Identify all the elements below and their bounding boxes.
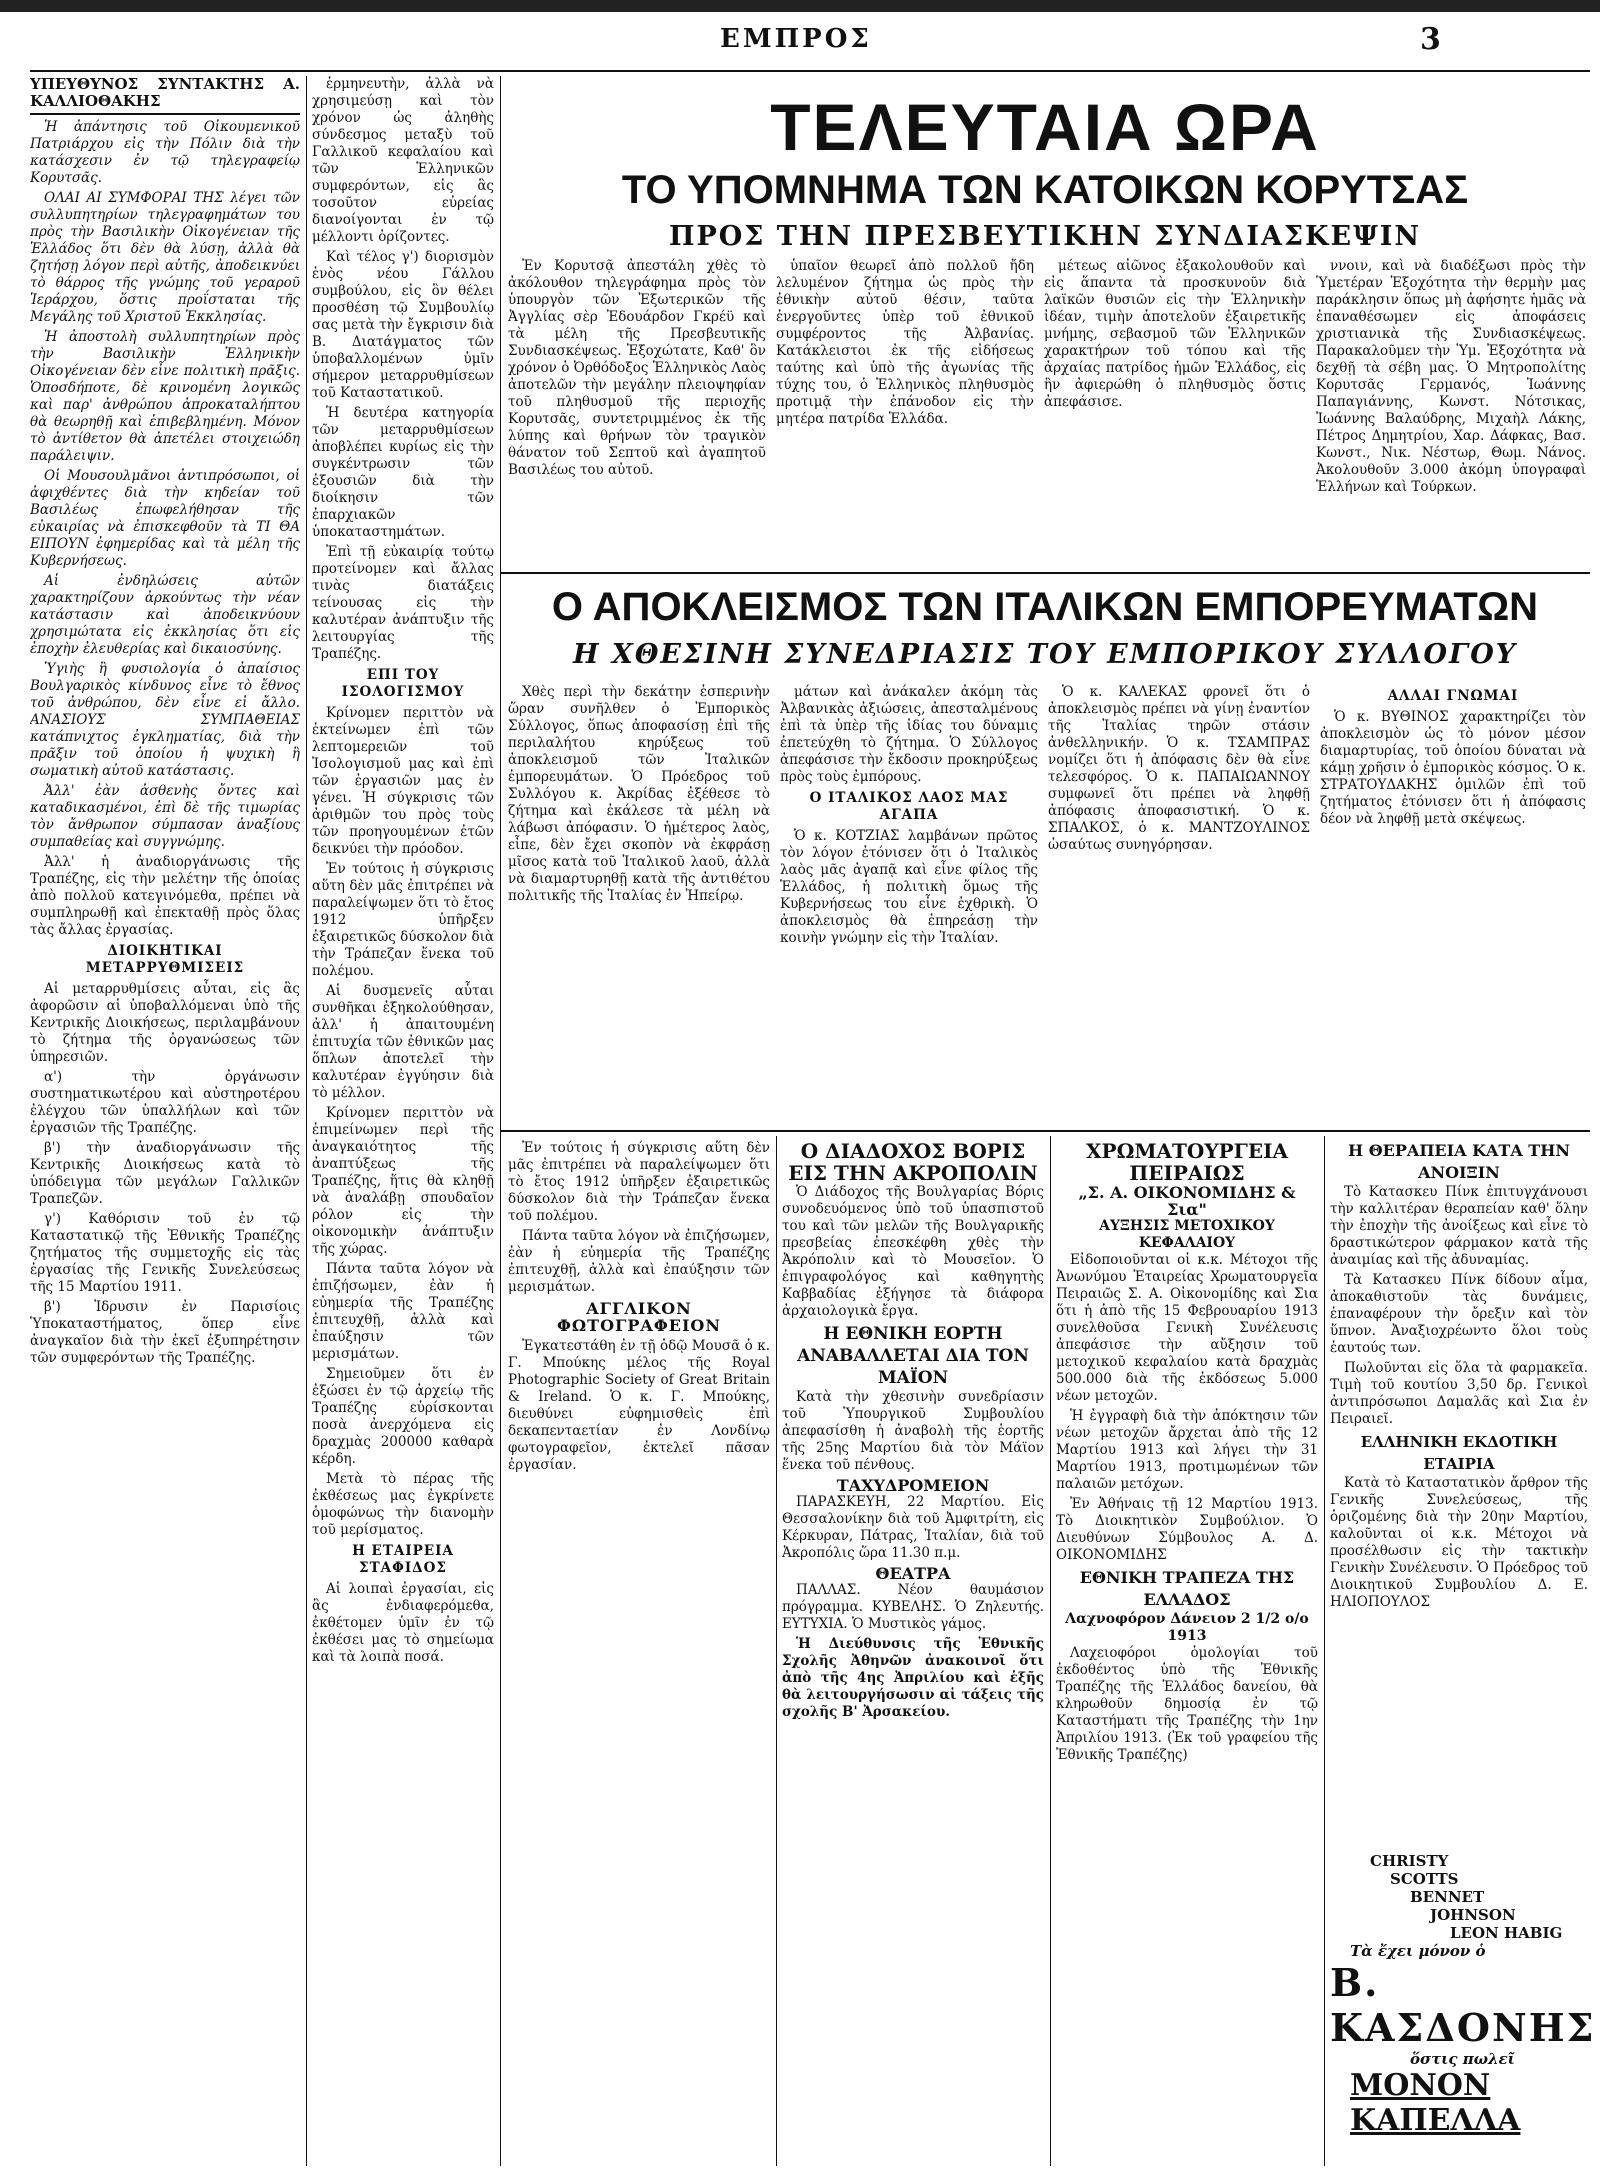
italian-subheadline: Η ΧΘΕΣΙΝΗ ΣΥΝΕΔΡΙΑΣΙΣ ΤΟΥ ΕΜΠΟΡΙΚΟΥ ΣΥΛΛΟΓΟΥ (572, 639, 1518, 670)
ad-only-hats: ΜΟΝΟΝ ΚΑΠΕΛΛΑ (1350, 2068, 1521, 2138)
article-paragraph: Ἐν Κορυτσᾷ ἀπεστάλη χθὲς τὸ ἀκόλουθον τηλεγράφημα πρὸς τὸν ὑπουργὸν τῶν Ἐξωτερικῶν τῆς Ἀγγλίας σὲρ Ἐδουάρδον Γκρέϋ καὶ τὰ μέλη τῆς Πρεσβευτικῆς Συνδιασκέψεως. Ἐξοχώτατε, Καθ' ὃν χρόνον ὁ Ὀρθόδοξος Ἑλληνικὸς Λαὸς ἀποτελῶν τὴν μεγάλην πλειοψηφίαν τοῦ πληθυσμοῦ τῆς περιοχῆς Κορυτσᾶς, συντετριμμένος ἐκ τῆς λύπης καὶ θρήνων τὸν τραγικὸν θάνατον τοῦ Σεπτοῦ καὶ ἀγαπητοῦ Βασιλέως του αὐτοῦ. (508, 258, 766, 478)
section-heading: ΑΓΓΛΙΚΟΝ ΦΩΤΟΓΡΑΦΕΙΟΝ (556, 1299, 721, 1335)
article-paragraph: Αἱ λοιπαὶ ἐργασίαι, εἰς ἃς ἐνδιαφερόμεθα, ἐκθέτομεν ὑμῖν ἐν τῷ ἐκθέσει μας τὸ σημείωμα καὶ τὰ λοιπὰ ποσά. (312, 1581, 494, 1665)
section-heading: ΘΕΑΤΡΑ (875, 1564, 951, 1583)
article-paragraph: Οἱ Μουσουλμᾶνοι ἀντιπρόσωποι, οἱ ἀφιχθέντες διὰ τὴν κηδείαν τοῦ Βασιλέως ἐπωφελήθησαν τῆς εὐκαιρίας νὰ ἐπισκεφθοῦν τὰ ΤΙ ΘΑ ΕΙΠΟΥΝ ἐφημερίδας καὶ τὰ μέλη τῆς Κυβερνήσεως. (30, 468, 300, 569)
article-paragraph: μάτων καὶ ἀνάκαλεν ἀκόμη τὰς Ἀλβανικὰς ἀξιώσεις, ἀπεσταλμένους ἐπὶ τὰ ὑπὲρ τῆς ἰδίας του δύναμις ἐπετεύχθη τὸ ζήτημα. Ὁ Σύλλογος ἀπεφάσισε τὴν ἔκδοσιν προκηρύξεως πρὸς τοὺς ἐμπόρους. (780, 684, 1038, 785)
article-paragraph: Ἐν τούτοις ἡ σύγκρισις αὕτη δὲν μᾶς ἐπιτρέπει νὰ παραλείψωμεν ὅτι τὸ ἔτος 1912 ὑπῆρξεν ἐξαιρετικῶς δύσκολον διὰ τὴν Τράπεζαν ἕνεκα τοῦ πολέμου. (508, 1140, 770, 1224)
section-subheading: ΑΥΞΗΣΙΣ ΜΕΤΟΧΙΚΟΥ ΚΕΦΑΛΑΙΟΥ (1099, 1218, 1275, 1251)
section-rule (500, 1130, 1590, 1132)
article-paragraph: β') Ἱδρυσιν ἐν Παρισίοις Ὑποκαταστήματος, ὅπερ εἶνε ἀναγκαῖον διὰ τὴν ἐκεῖ ἐξυπηρέτησιν τῶν συμφερόντων τῆς Τραπέζης. (30, 1299, 300, 1366)
article-paragraph: Ἡ ἐγγραφὴ διὰ τὴν ἀπόκτησιν τῶν νέων μετοχῶν ἄρχεται ἀπὸ τῆς 12 Μαρτίου 1913 καὶ λήγει τὴν 31 Μαρτίου 1913, προτιμωμένων τῶν παλαιῶν μετόχων. (1056, 1408, 1318, 1492)
article-paragraph: Πωλοῦνται εἰς ὅλα τὰ φαρμακεῖα. Τιμὴ τοῦ κουτίου 3,50 δρ. Γενικοὶ ἀντιπρόσωποι Δαμαλᾶς καὶ Σια ἐν Πειραιεῖ. (1330, 1360, 1588, 1427)
article-paragraph: Τὰ Κατασκευ Πίνκ δίδουν αἷμα, ἀποκαθιστοῦν τὰς δυνάμεις, ἐπαναφέρουν τὴν ὄρεξιν καὶ τὸν ὕπνον. Ἀναξιοχρέωντο ὅλοι τοὺς ἑαυτούς των. (1330, 1272, 1588, 1356)
section-heading: ΤΑΧΥΔΡΟΜΕΙΟΝ (836, 1476, 990, 1495)
italian-col2 (780, 684, 1038, 1124)
section-subheading: „Σ. Α. ΟΙΚΟΝΟΜΙΔΗΣ & Σια" (1078, 1183, 1296, 1219)
section-subheading: Λαχνοφόρον Δάνειον 2 1/2 ο/ο 1913 (1065, 1611, 1309, 1644)
section-heading: ΕΠΙ ΤΟΥ ΙΣΟΛΟΓΙΣΜΟΥ (341, 667, 465, 700)
brand-name: JOHNSON (1430, 1906, 1516, 1924)
article-paragraph: Αἱ δυσμενεῖς αὗται συνθῆκαι ἐξηκολούθησαν, ἀλλ' ἡ ἀπαιτουμένη ἐπιτυχία τῶν ἐθνικῶν μας ὅπλων ἀποτελεῖ τὴν καλυτέραν ἐγγύησιν διὰ τὸ μέλλον. (312, 983, 494, 1101)
article-paragraph: Λαχειοφόροι ὁμολογίαι τοῦ ἐκδοθέντος ὑπὸ τῆς Ἐθνικῆς Τραπέζης τῆς Ἑλλάδος δανείου, θὰ κληρωθοῦν δημοσίᾳ ἐν τῷ Καταστήματι τῆς Τραπέζης τὴν 1ην Ἀπριλίου 1913. (Ἐκ τοῦ γραφείου τῆς Ἐθνικῆς Τραπέζης) (1056, 1645, 1318, 1763)
left-column (30, 76, 300, 2166)
ad-seller-name: Β. ΚΑΣΔΟΝΗΣ (1330, 1960, 1596, 2050)
section-heading: ΔΙΟΙΚΗΤΙΚΑΙ ΜΕΤΑΡΡΥΘΜΙΣΕΙΣ (85, 943, 245, 976)
article-intro: Ἡ ἀπάντησις τοῦ Οἰκουμενικοῦ Πατριάρχου εἰς τὴν Πόλιν διὰ τὴν κατάσχεσιν ἐν τῷ τηλεγραφείῳ Κορυτσᾶς. (30, 119, 300, 186)
article-paragraph: Σημειοῦμεν ὅτι ἐν ἐξώσει ἐν τῷ ἀρχείῳ τῆς Τραπέζης εὑρίσκονται ποσὰ ἀνερχόμενα εἰς δραχμὰς 200000 καθαρὰ κέρδη. (312, 1366, 494, 1467)
ad-sells-line: ὅστις πωλεῖ (1410, 2050, 1515, 2068)
main-headline: ΤΕΛΕΥΤΑΙΑ ΩΡΑ (770, 90, 1320, 164)
article-paragraph: Πάντα ταῦτα λόγον νὰ ἐπιζήσωμεν, ἐὰν ἡ εὐημερία τῆς Τραπέζης ἐπιτευχθῇ, ἀλλὰ καὶ ἐπαύξησιν τῶν μερισμάτων. (312, 1261, 494, 1362)
therapy-column (1330, 1140, 1588, 1840)
article-paragraph: Ἡ Διεύθυνσις τῆς Ἐθνικῆς Σχολῆς Ἀθηνῶν ἀνακοινοῖ ὅτι ἀπὸ τῆς 4ης Ἀπριλίου καὶ ἑξῆς θὰ λειτουργήσωσιν αἱ τάξεις τῆς σχολῆς Β' Ἀρσακείου. (782, 1636, 1044, 1720)
article-paragraph: Κρίνομεν περιττὸν νὰ ἐπιμείνωμεν περὶ τῆς ἀναγκαιότητος τῆς ἀναπτύξεως τῆς Τραπέζης, ἥτις θὰ κληθῇ νὰ ἀναλάβῃ σπουδαῖον ρόλον εἰς τὴν οἰκονομικὴν ἀνάπτυξιν τῆς χώρας. (312, 1105, 494, 1257)
article-paragraph: Εἰδοποιοῦνται οἱ κ.κ. Μέτοχοι τῆς Ἀνωνύμου Ἑταιρείας Χρωματουργεῖα Πειραιῶς Σ. Α. Οἰκονομίδης καὶ Σια ὅτι ἡ ἀπὸ τῆς 15 Φεβρουαρίου 1913 συνελθοῦσα Γενικὴ Συνέλευσις ἀπεφάσισε τὴν αὔξησιν τοῦ μετοχικοῦ κεφαλαίου κατὰ δραχμὰς 500.000 διὰ τῆς ἐκδόσεως 5.000 νέων μετοχῶν. (1056, 1252, 1318, 1404)
article-paragraph: ΠΑΡΑΣΚΕΥΗ, 22 Μαρτίου. Εἰς Θεσσαλονίκην διὰ τοῦ Ἀμφιτρίτη, εἰς Κέρκυραν, Πάτρας, Ἰταλίαν, διὰ τοῦ Ἀκροπόλις ὥρα 11.30 π.μ. (782, 1494, 1044, 1561)
article-paragraph: Ἡ ἀποστολὴ συλλυπητηρίων πρὸς τὴν Βασιλικὴν Ἑλληνικὴν Οἰκογένειαν δὲν εἶνε πολιτικὴ πρᾶξις. Ὁποσδήποτε, δὲ κρινομένη λογικῶς καὶ παρ' ἀνθρώπου ἀπροκαταλήπτου θὰ θεωρηθῇ καὶ ἐπιβεβλημένη. Μόνον τὸ ἀντίθετον θὰ ἀπετέλει στοιχειώδη παράλειψιν. (30, 329, 300, 464)
article-paragraph: ἑρμηνευτὴν, ἀλλὰ νὰ χρησιμεύσῃ καὶ τὸν χρόνον ὡς ἀληθὴς σύνδεσμος μεταξὺ τοῦ Γαλλικοῦ κεφαλαίου καὶ τῶν Ἑλληνικῶν συμφερόντων, εἰς ἃς τοσοῦτον εὐρείας διανοίγονται ἐν τῷ μέλλοντι ὁρίζοντες. (312, 76, 494, 245)
article-paragraph: γ') Καθόρισιν τοῦ ἐν τῷ Καταστατικῷ τῆς Ἐθνικῆς Τραπέζης ζητήματος τῆς συμμετοχῆς εἰς τὰς ἐργασίας τῆς Γενικῆς Συνελεύσεως τῆς 15 Μαρτίου 1911. (30, 1211, 300, 1295)
article-paragraph: Κρίνομεν περιττὸν νὰ ἐκτείνωμεν ἐπὶ τῶν λεπτομερειῶν τοῦ Ἰσολογισμοῦ μας καὶ ἐπὶ τῶν ἐργασιῶν μας ἐν γένει. Ἡ σύγκρισις τῶν ἀριθμῶν του πρὸς τοὺς τῶν προηγουμένων ἐτῶν δεικνύει τὴν πρόοδον. (312, 705, 494, 857)
section-heading: ΕΛΛΗΝΙΚΗ ΕΚΔΟΤΙΚΗ ΕΤΑΙΡΙΑ (1360, 1433, 1558, 1473)
italian-headline: Ο ΑΠΟΚΛΕΙΣΜΟΣ ΤΩΝ ΙΤΑΛΙΚΩΝ ΕΜΠΟΡΕΥΜΑΤΩΝ (551, 585, 1539, 629)
main-text-col3 (1044, 258, 1306, 558)
article-paragraph: ὑπαῖον θεωρεῖ ἀπὸ πολλοῦ ἤδη λελυμένον ζήτημα ὡς πρὸς τὴν ἐθνικὴν αὐτοῦ θέσιν, ταῦτα ἐνεργοῦντες ὑπὲρ τοῦ ἐθνικοῦ συμφέροντος τῆς Ἀλβανίας. Κατάκλειστοι ἐκ τῆς εἰδήσεως ταύτης καὶ ὑπὸ τῆς ἀγωνίας τῆς τύχης του, ὁ Ἑλληνικὸς πληθυσμὸς προτιμᾷ τὴν ἐπάνοδον εἰς τὴν μητέρα πατρίδα Ἑλλάδα. (776, 258, 1034, 427)
column-rule (500, 76, 501, 2166)
section-heading: Ο ΔΙΑΔΟΧΟΣ ΒΟΡΙΣ ΕΙΣ ΤΗΝ ΑΚΡΟΠΟΛΙΝ (788, 1140, 1038, 1185)
main-subheadline-2: ΠΡΟΣ ΤΗΝ ΠΡΕΣΒΕΥΤΙΚΗΝ ΣΥΝΔΙΑΣΚΕΨΙΝ (668, 221, 1422, 252)
main-subheadline: ΤΟ ΥΠΟΜΝΗΜΑ ΤΩΝ ΚΑΤΟΙΚΩΝ ΚΟΡΥΤΣΑΣ (621, 168, 1469, 212)
article-paragraph: Αἱ ἐνδηλώσεις αὐτῶν χαρακτηρίζουν ἀρκούντως τὴν νέαν κατάστασιν καὶ ἀποδεικνύουν χρησιμώτατα εἰς ἐκκλησίας ὅτι εἰς ἐποχὴν ἐλευθερίας καὶ δικαιοσύνης. (30, 573, 300, 657)
article-paragraph: Καὶ τέλος γ') διορισμὸν ἑνὸς νέου Γάλλου συμβούλου, εἰς ὃν θέλει προσθέση τῷ Συμβουλίῳ σας μετὰ τὴν ἔγκρισιν διὰ Β. Διατάγματος τῶν ὑποβαλλομένων ὑμῖν σήμερον μεταρρυθμίσεων τοῦ Καταστατικοῦ. (312, 249, 494, 401)
article-paragraph: ΟΛΑΙ ΑΙ ΣΥΜΦΟΡΑΙ ΤΗΣ λέγει τῶν συλλυπητηρίων τηλεγραφημάτων του πρὸς τὴν Βασιλικὴν Οἰκογένειαν τῆς Ἑλλάδος ὅτι δὲν θὰ λύσῃ, ἀλλὰ θὰ ζητήσῃ λόγον περὶ αὐτῆς, ἀποδεικνύει τὸ θάρρος τῆς γνώμης τοῦ γεραροῦ Ἱεράρχου, ὅστις προΐσταται τῆς Μεγάλης τοῦ Χριστοῦ Ἐκκλησίας. (30, 190, 300, 325)
section-rule (500, 572, 1590, 574)
section-heading: Η ΕΘΝΙΚΗ ΕΟΡΤΗ ΑΝΑΒΑΛΛΕΤΑΙ ΔΙΑ ΤΟΝ ΜΑΪΟΝ (797, 1324, 1029, 1388)
italian-col4 (1320, 684, 1586, 1124)
article-paragraph: Ἀλλ' ἡ ἀναδιοργάνωσις τῆς Τραπέζης, εἰς τὴν μελέτην τῆς ὁποίας ἀπὸ πολλοῦ κατεγινόμεθα, πρέπει νὰ συμπληρωθῇ καὶ ἐπεκταθῇ πρὸς ὅλας τὰς ἄλλας ἐργασίας. (30, 854, 300, 938)
diadochos-column (782, 1140, 1044, 2160)
section-heading: ΕΘΝΙΚΗ ΤΡΑΠΕΖΑ ΤΗΣ ΕΛΛΑΔΟΣ (1079, 1568, 1295, 1609)
column-rule (306, 76, 307, 2166)
article-paragraph: Πάντα ταῦτα λόγον νὰ ἐπιζήσωμεν, ἐὰν ἡ εὐημερία τῆς Τραπέζης ἐπιτευχθῇ, ἀλλὰ καὶ ἐπαύξησιν τῶν μερισμάτων. (508, 1228, 770, 1295)
byline: ΥΠΕΥΘΥΝΟΣ ΣΥΝΤΑΚΤΗΣ Α. ΚΑΛΛΙΟΘΑΚΗΣ (30, 76, 300, 115)
section-heading: Ο ΙΤΑΛΙΚΟΣ ΛΑΟΣ ΜΑΣ ΑΓΑΠΑ (809, 790, 1009, 823)
ad-has-line: Τὰ ἔχει μόνον ὁ (1350, 1942, 1486, 1960)
column-rule (1050, 1136, 1051, 2166)
masthead-rule (30, 70, 1590, 72)
article-paragraph: Ἀλλ' ἐὰν ἀσθενὴς ὄντες καὶ καταδικασμένοι, ἐπὶ δὲ τῆς τιμωρίας τὸν ἄνθρωπον σύμπασαν ἀναξίους συμπαθείας καὶ συγγνώμης. (30, 783, 300, 850)
article-paragraph: Ἡ δευτέρα κατηγορία τῶν μεταρρυθμίσεων ἀποβλέπει κυρίως εἰς τὴν συγκέντρωσιν τῶν ἐξουσιῶν διὰ τὴν διοίκησιν τῶν ἐπαρχιακῶν ὑποκαταστημάτων. (312, 405, 494, 540)
main-text-col2 (776, 258, 1034, 558)
article-paragraph: ννοιν, καὶ νὰ διαδέξωσι πρὸς τὴν Ὑμετέραν Ἐξοχότητα τὴν θερμὴν μας παράκλησιν ὅπως μὴ ἀφήσητε ἡμᾶς νὰ ἐπαναθέσωμεν εἰς ἀποφάσεις χριστιανικὰ τῆς Συνδιασκέψεως. Παρακαλοῦμεν τὴν Ὑμ. Ἐξοχότητα νὰ δεχθῇ τὰ σέβη μας. Ὁ Μητροπολίτης Κορυτσᾶς Γερμανός, Ἰωάννης Παπαγιάννης, Κωνστ. Νότσικας, Ἰωάννης Βαλαύδρης, Μιχαὴλ Λάκης, Πέτρος Δημητρίου, Χαρ. Δάφκας, Βασ. Κωνστ., Νικ. Νέστωρ, Θωμ. Νάνος. Ἀκολουθοῦν 3.000 ἀκόμη ὑπογραφαὶ Ἑλλήνων καὶ Τούρκων. (1316, 258, 1586, 495)
article-paragraph: Χθὲς περὶ τὴν δεκάτην ἑσπερινὴν ὥραν συνῆλθεν ὁ Ἐμπορικὸς Σύλλογος, ὅπως ἀποφασίσῃ ἐπὶ τῆς περιλαλήτου κηρύξεως τοῦ ἀποκλεισμοῦ τῶν Ἰταλικῶν ἐμπορευμάτων. Ὁ Πρόεδρος τοῦ Συλλόγου κ. Ἀκρίδας ἐξέθεσε τὸ ζήτημα καὶ ἐκάλεσε τὰ μέλη νὰ λάβωσι ἀπόφασιν. Ὁ ἡμέτερος λαὸς, εἶπε, δὲν ἔχει σκοπὸν νὰ ἐκφράσῃ μῖσος κατὰ τοῦ Ἰταλικοῦ λαοῦ, ἀλλὰ νὰ διαμαρτυρηθῇ κατὰ τῆς ἀντιθέτου πολιτικῆς τῆς Ἰταλίας ἐν Ἠπείρῳ. (508, 684, 770, 904)
article-paragraph: Κατὰ τὸ Καταστατικὸν ἄρθρον τῆς Γενικῆς Συνελεύσεως, τῆς ὁριζομένης διὰ τὴν 20ην Μαρτίου, καλοῦνται οἱ κ.κ. Μέτοχοι νὰ προσέλθωσιν εἰς τὴν τακτικὴν Γενικὴν Συνέλευσιν. Ὁ Πρόεδρος τοῦ Διοικητικοῦ Συμβουλίου Δ. Ε. ΗΛΙΟΠΟΥΛΟΣ (1330, 1475, 1588, 1610)
brand-name: SCOTTS (1390, 1870, 1459, 1888)
section-heading: Η ΘΕΡΑΠΕΙΑ ΚΑΤΑ ΤΗΝ ΑΝΟΙΞΙΝ (1348, 1141, 1570, 1182)
newspaper-name: ΕΜΠΡΟΣ (720, 24, 872, 54)
second-column (312, 76, 494, 2166)
column-rule (776, 1136, 777, 2166)
section-heading: Η ΕΤΑΙΡΕΙΑ ΣΤΑΦΙΔΟΣ (352, 1543, 454, 1576)
article-paragraph: Μετὰ τὸ πέρας τῆς ἐκθέσεως μας ἐγκρίνετε ὁμοφώνως τὴν διανομὴν τοῦ μερίσματος. (312, 1471, 494, 1538)
article-paragraph: Ἐν Ἀθήναις τῇ 12 Μαρτίου 1913. Τὸ Διοικητικὸν Συμβούλιον. Ὁ Διευθύνων Σύμβουλος Α. Δ. ΟΙΚΟΝΟΜΙΔΗΣ (1056, 1496, 1318, 1563)
article-paragraph: μέτεως αἰῶνος ἐξακολουθοῦν καὶ εἰς ἅπαντα τὰ προσκυνοῦν διὰ λαϊκῶν θυσιῶν εἰς τὴν Ἑλληνικὴν ἰδέαν, τιμὴν ἀποτελοῦν ἐξαιρετικῆς μνήμης, σεβασμοῦ τῶν Ἑλληνικῶν χαρακτήρων τοῦ τόπου καὶ τῆς ἀρχαίας πατρίδος ἡμῶν Ἑλλάδος, εἰς ἣν ἀφιερώθη ὁ πληθυσμὸς ὅστις ἀπεφάσισε. (1044, 258, 1306, 410)
brand-name: BENNET (1410, 1888, 1485, 1906)
article-paragraph: Ὁ κ. ΚΑΛΕΚΑΣ φρονεῖ ὅτι ὁ ἀποκλεισμὸς πρέπει νὰ γίνῃ ἐναντίον τῆς Ἰταλίας τηρῶν στάσιν ἀνθελληνικήν. Ὁ κ. ΤΣΑΜΠΡΑΣ νομίζει ὅτι ἡ ἀπόφασις δὲν θὰ εἶνε τελεσφόρος. Ὁ κ. ΠΑΠΑΙΩΑΝΝΟΥ συμφωνεῖ ὅτι πρέπει νὰ ληφθῇ ἀπόφασις ἀποφασιστική. Ὁ κ. ΣΠΑΛΚΟΣ, ὁ κ. ΜΑΝΤΖΟΥΛΙΝΟΣ ὡσαύτως συνηγόρησαν. (1048, 684, 1310, 853)
main-text-col4 (1316, 258, 1586, 558)
page-number: 3 (1420, 22, 1441, 57)
article-paragraph: Ὑγιὴς ἢ φυσιολογία ὁ ἀπαίσιος Βουλγαρικὸς κίνδυνος εἶνε τὸ ἔθνος τοῦ ἀνθρώπου, δὲν εἶνε εἰ ἄλλο. ΑΝΑΣΙΟΥΣ ΣΥΜΠΑΘΕΙΑΣ κατάπνιχτος ἐγκληματίας, διὰ τὴν πρᾶξιν τοῦ ὁποίου ἡ ψυχικὴ ἢ σωματικὴ αὐτοῦ κατάστασις. (30, 661, 300, 779)
italian-col1 (508, 684, 770, 1124)
top-edge-strip (0, 0, 1600, 12)
article-paragraph: Αἱ μεταρρυθμίσεις αὗται, εἰς ἃς ἀφορῶσιν αἱ ὑποβαλλόμεναι ὑπὸ τῆς Κεντρικῆς Διοικήσεως, περιλαμβάνουν τὸ ζήτημα τῆς ὀργανώσεως τῶν ὑπηρεσιῶν. (30, 981, 300, 1065)
article-paragraph: Ἐγκατεστάθη ἐν τῇ ὁδῷ Μουσᾶ ὁ κ. Γ. Μπούκης μέλος τῆς Royal Photographic Society of Great Britain & Ireland. Ὁ κ. Γ. Μπούκης, διευθύνει εὐφημισθεὶς ἐπὶ δεκαπενταετίαν ἐν Λονδίνῳ φωτογραφεῖον, ἐκτελεῖ πᾶσαν ἐργασίαν. (508, 1338, 770, 1473)
section-heading: ΧΡΩΜΑΤΟΥΡΓΕΙΑ ΠΕΙΡΑΙΩΣ (1086, 1140, 1288, 1185)
article-paragraph: α') τὴν ὀργάνωσιν συστηματικωτέρου καὶ αὐστηροτέρου ἐλέγχου τῶν ὑπαλλήλων καὶ τῶν ἐργασιῶν τῆς Τραπέζης. (30, 1069, 300, 1136)
article-paragraph: Κατὰ τὴν χθεσινὴν συνεδρίασιν τοῦ Ὑπουργικοῦ Συμβουλίου ἀπεφασίσθη ἡ ἀναβολὴ τῆς ἑορτῆς τῆς 25ης Μαρτίου διὰ τὸν Μάϊον ἕνεκα τοῦ πένθους. (782, 1389, 1044, 1473)
article-paragraph: ΠΑΛΛΑΣ. Νέον θαυμάσιον πρόγραμμα. ΚΥΒΕΛΗΣ. Ὁ Ζηλευτής. ΕΥΤΥΧΙΑ. Ὁ Μυστικὸς γάμος. (782, 1582, 1044, 1632)
chromatourgeia-column (1056, 1140, 1318, 2160)
article-paragraph: Ἐπὶ τῇ εὐκαιρίᾳ τούτῳ προτείνομεν καὶ ἄλλας τινὰς διατάξεις τείνουσας εἰς τὴν καλυτέραν ἀνάπτυξιν τῆς λειτουργίας τῆς Τραπέζης. (312, 544, 494, 662)
hat-advertisement (1330, 1852, 1596, 2152)
brand-name: CHRISTY (1370, 1852, 1449, 1870)
main-text-col1 (508, 258, 766, 558)
article-paragraph: Τὸ Κατασκευ Πίνκ ἐπιτυγχάνουσι τὴν καλλιτέραν θεραπείαν καθ' ὅλην τὴν ἐποχὴν τῆς ἀνοίξεως καὶ εἶνε τὸ δραστικώτερον φάρμακον κατὰ τῆς ἀναιμίας καὶ τῆς ἀδυναμίας. (1330, 1184, 1588, 1268)
article-paragraph: β') τὴν ἀναδιοργάνωσιν τῆς Κεντρικῆς Διοικήσεως κατὰ τὸ ὑπόδειγμα τῶν μεγάλων Γαλλικῶν Τραπεζῶν. (30, 1140, 300, 1207)
column-rule (1324, 1136, 1325, 2166)
article-paragraph: Ὁ κ. ΚΟΤΖΙΑΣ λαμβάνων πρῶτος τὸν λόγον ἐτόνισεν ὅτι ὁ Ἰταλικὸς λαὸς μᾶς ἀγαπᾷ καὶ εἶνε φίλος τῆς Ἑλλάδος, ἡ πολιτικὴ ὅμως τῆς Κυβερνήσεως του εἶνε ἐχθρικὴ. Ὁ ἀποκλεισμὸς θὰ ἐπηρεάσῃ τὴν κοινὴν γνώμην εἰς τὴν Ἰταλίαν. (780, 828, 1038, 946)
section-heading: ΑΛΛΑΙ ΓΝΩΜΑΙ (1387, 688, 1519, 704)
article-paragraph: Ὁ κ. ΒΥΘΙΝΟΣ χαρακτηρίζει τὸν ἀποκλεισμὸν ὡς τὸ μόνον μέσον διαμαρτυρίας, τοῦ ὁποίου δύναται νὰ κάμῃ χρῆσιν ὁ ἐμπορικὸς κόσμος. Ὁ κ. ΣΤΡΑΤΟΥΔΑΚΗΣ ὁμιλῶν ἐπὶ τοῦ ζητήματος ἐτόνισεν ὅτι ἡ ἀπόφασις δέον νὰ ληφθῇ μετὰ σκέψεως. (1320, 709, 1586, 827)
article-paragraph: Ἐν τούτοις ἡ σύγκρισις αὕτη δὲν μᾶς ἐπιτρέπει νὰ παραλείψωμεν ὅτι τὸ ἔτος 1912 ὑπῆρξεν ἐξαιρετικῶς δύσκολον διὰ τὴν Τράπεζαν ἕνεκα τοῦ πολέμου. (312, 861, 494, 979)
masthead (0, 20, 1600, 68)
continuation-column (508, 1140, 770, 2160)
article-paragraph: Ὁ Διάδοχος τῆς Βουλγαρίας Βόρις συνοδευόμενος ὑπὸ τοῦ ὑπασπιστοῦ του καὶ τῶν μελῶν τῆς Βουλγαρικῆς πρεσβείας ἐπεσκέφθη χθὲς τὴν Ἀκρόπολιν καὶ τὸ Μουσεῖον. Ὁ ἐπιγραφολόγος καὶ καθηγητὴς Καββαδίας ἐξήγησε τὰ διάφορα ἀρχαιολογικὰ ἔργα. (782, 1184, 1044, 1319)
brand-name: LEON HABIG (1450, 1924, 1563, 1942)
italian-col3 (1048, 684, 1310, 1124)
